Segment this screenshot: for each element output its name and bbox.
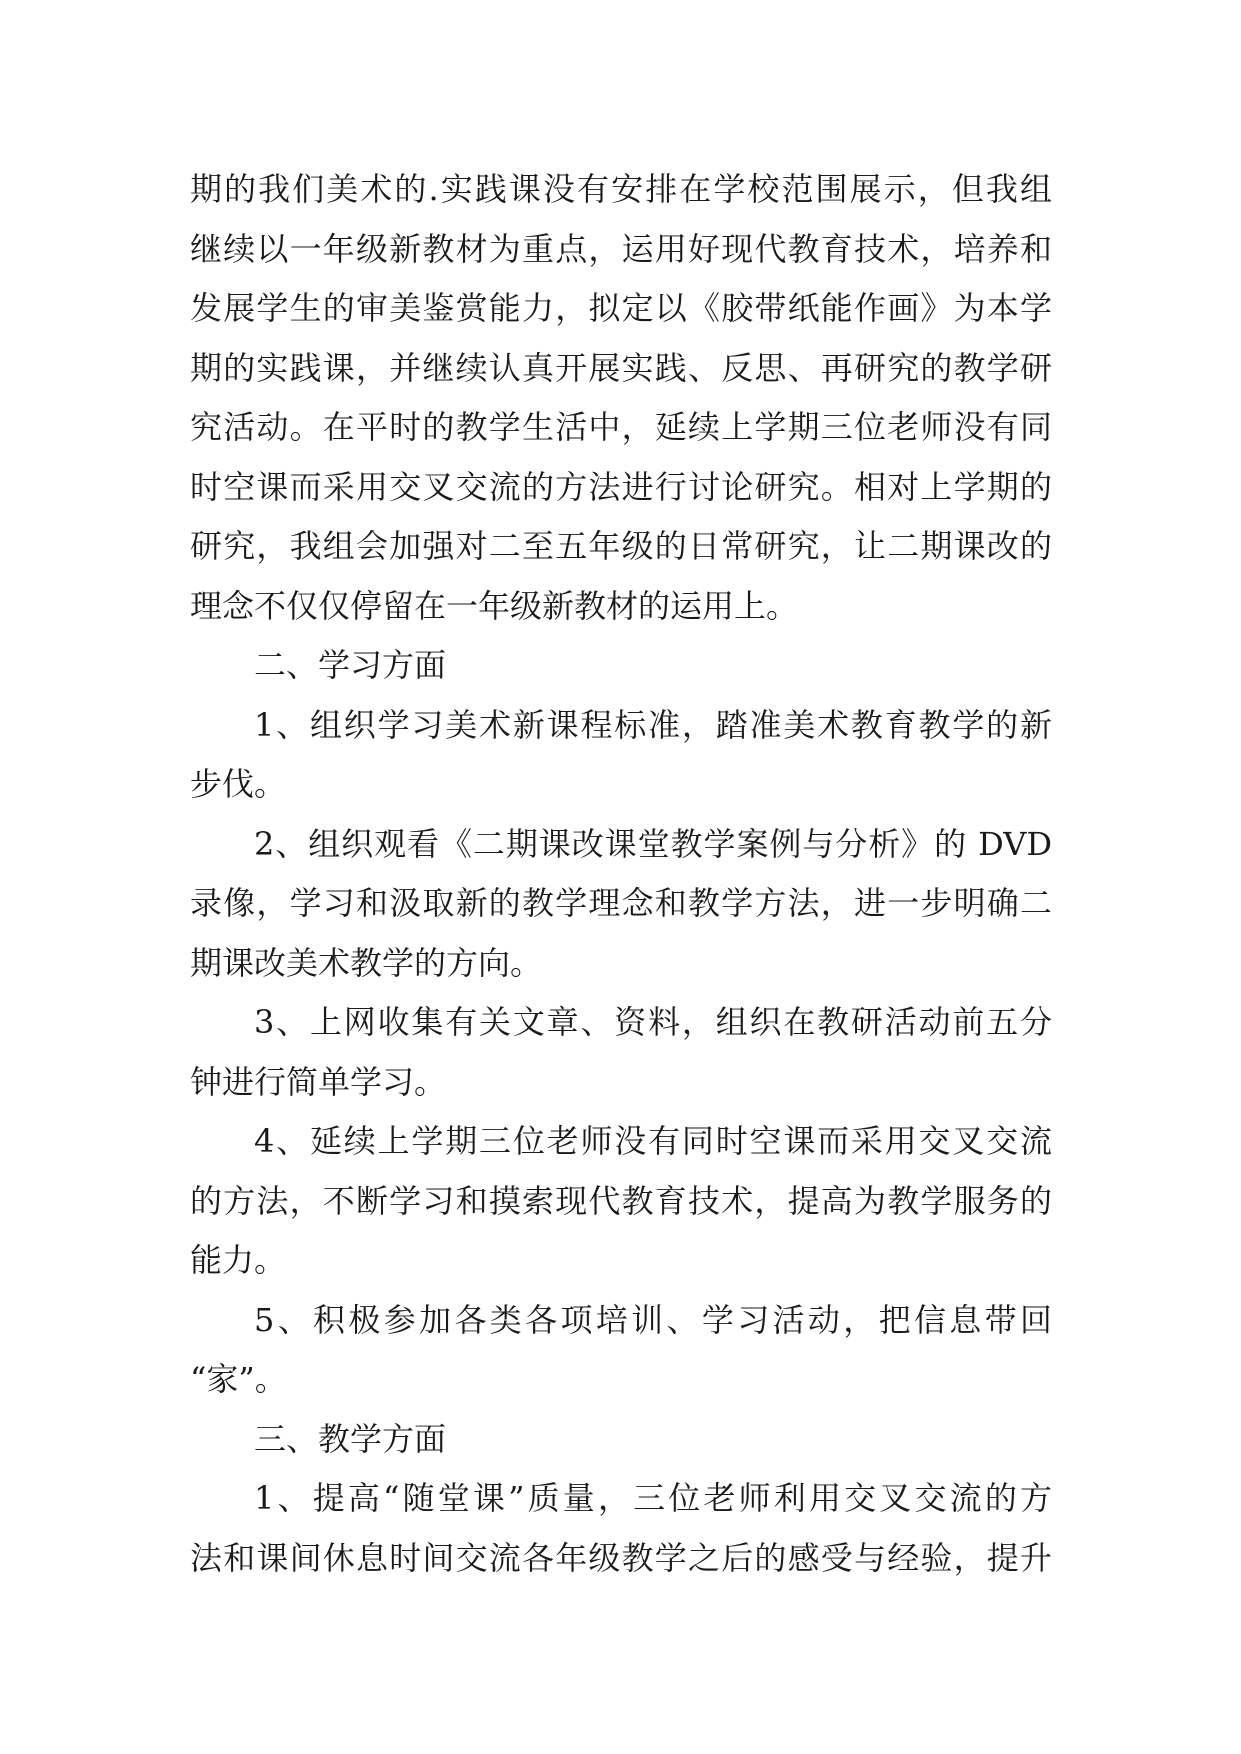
paragraph-line: 钟进行简单学习。 — [190, 1062, 447, 1101]
document-body — [190, 160, 1052, 1588]
paragraph-line: 法和课间休息时间交流各年级教学之后的感受与经验，提升 — [190, 1538, 1052, 1577]
paragraph-line: 的方法，不断学习和摸索现代教育技术，提高为教学服务的 — [190, 1181, 1052, 1220]
paragraph-line: 录像，学习和汲取新的教学理念和教学方法，进一步明确二 — [190, 884, 1052, 922]
section-heading: 二、学习方面 — [254, 646, 447, 684]
paragraph-line: 研究，我组会加强对二至五年级的日常研究，让二期课改的 — [190, 527, 1052, 565]
paragraph-line: 期的实践课，并继续认真开展实践、反思、再研究的教学研 — [190, 348, 1052, 387]
paragraph-line: 期的我们美术的.实践课没有安排在学校范围展示，但我组 — [190, 170, 1052, 208]
paragraph-line: 2、组织观看《二期课改课堂教学案例与分析》的 DVD — [254, 824, 1052, 863]
paragraph-line: 继续以一年级新教材为重点，运用好现代教育技术，培养和 — [190, 229, 1052, 268]
section-heading: 三、教学方面 — [254, 1419, 447, 1458]
paragraph-line: 1、提高“随堂课”质量，三位老师利用交叉交流的方 — [254, 1479, 1052, 1517]
paragraph-line: 究活动。在平时的教学生活中，延续上学期三位老师没有同 — [190, 408, 1052, 446]
paragraph-line: 5、积极参加各类各项培训、学习活动，把信息带回 — [254, 1300, 1052, 1339]
paragraph-line: 能力。 — [190, 1241, 287, 1279]
paragraph-line: 期课改美术教学的方向。 — [190, 943, 543, 982]
paragraph-line: 3、上网收集有关文章、资料，组织在教研活动前五分 — [254, 1003, 1052, 1041]
paragraph-line: 4、延续上学期三位老师没有同时空课而采用交叉交流 — [254, 1122, 1052, 1160]
paragraph-line: 步伐。 — [190, 765, 287, 803]
paragraph-line: 时空课而采用交叉交流的方法进行讨论研究。相对上学期的 — [190, 467, 1052, 506]
paragraph-line: 1、组织学习美术新课程标准，踏准美术教育教学的新 — [254, 705, 1052, 744]
paragraph-line: “家”。 — [190, 1360, 287, 1398]
paragraph-line: 理念不仅仅停留在一年级新教材的运用上。 — [190, 586, 799, 625]
paragraph-line: 发展学生的审美鉴赏能力，拟定以《胶带纸能作画》为本学 — [190, 289, 1052, 327]
